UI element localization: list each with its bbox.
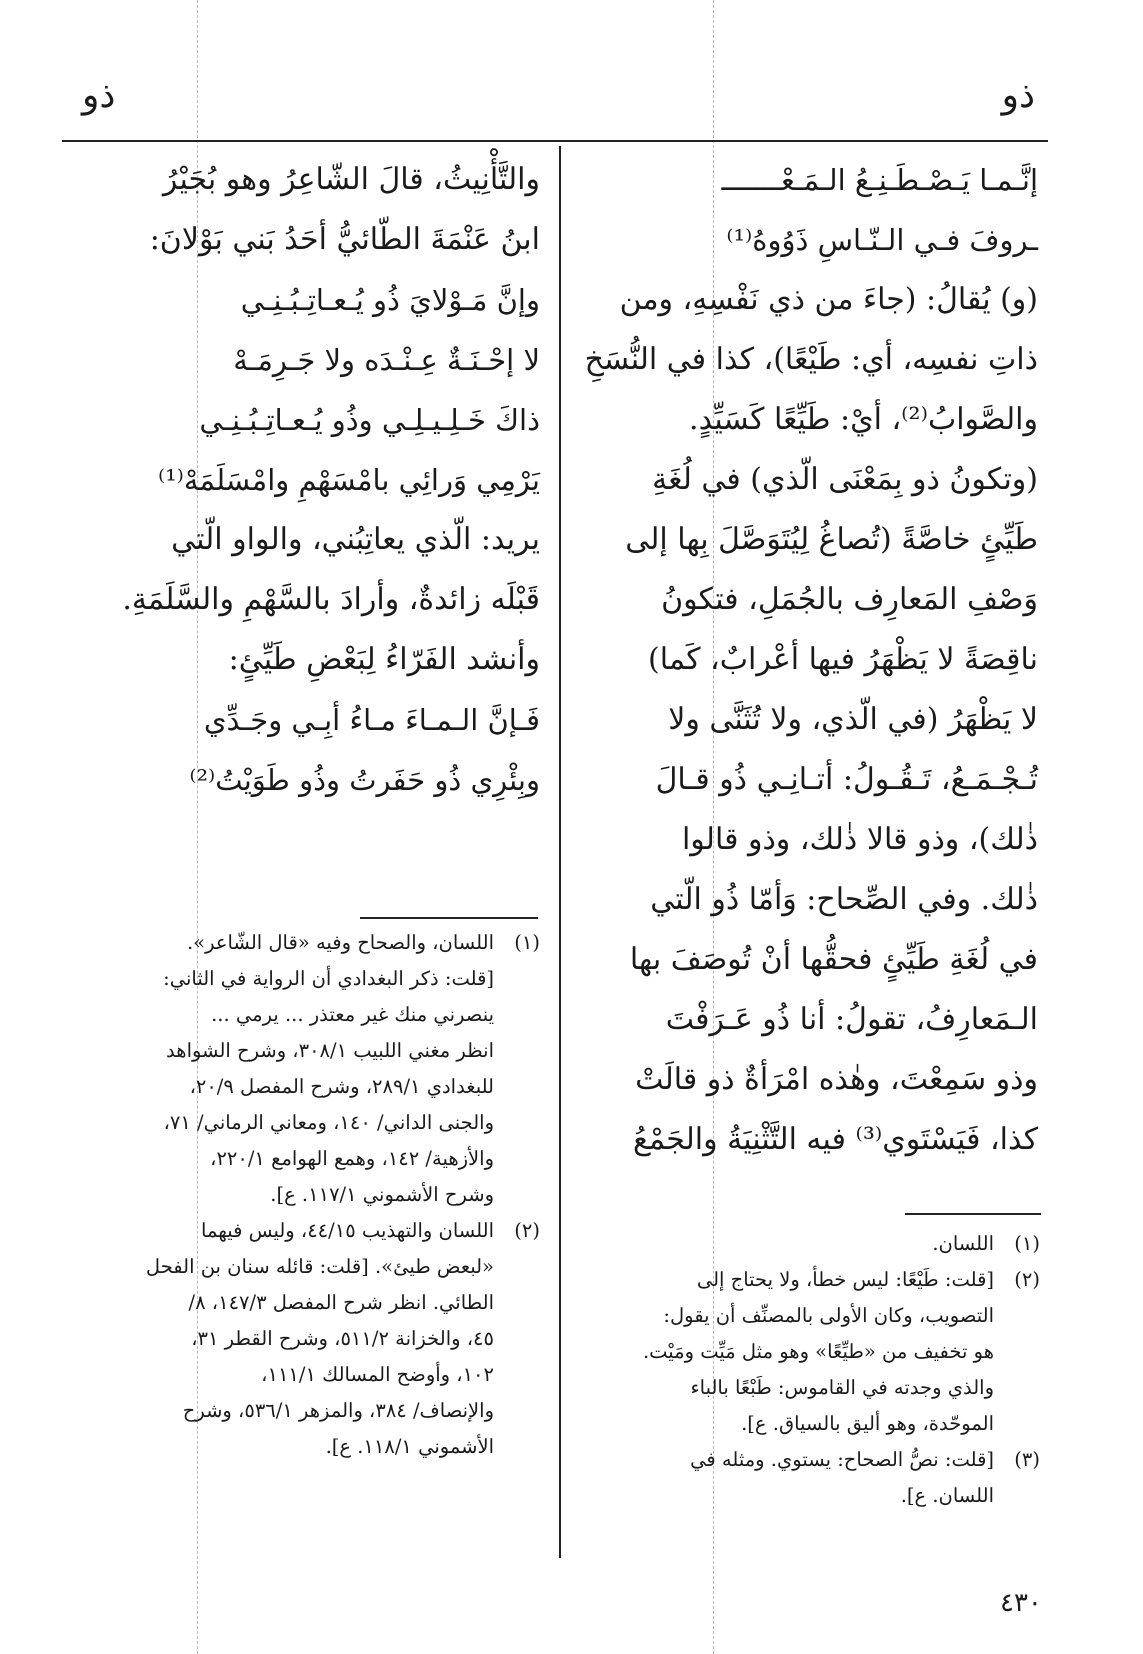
text-line: والصَّوابُ⁽²⁾، أيْ: طَيِّعًا كَسَيِّدٍ.	[689, 402, 1038, 437]
footnote-line: هو تخفيف من «طيِّعًا» وهو مثل مَيِّت ومَيْت.	[642, 1340, 994, 1363]
footnote-line: اللسان.	[932, 1232, 994, 1255]
text-line: وذو سَمِعْتَ، وهٰذه امْرَأةٌ ذو قالَتْ	[635, 1062, 1038, 1097]
footnote-line: اللسان. ع].	[900, 1484, 994, 1507]
text-line: قَبْلَه زائدةٌ، وأرادَ بالسَّهْمِ والسَّلَمَةِ.	[122, 582, 540, 617]
text-line: ذٰلك)، وذو قالا ذٰلك، وذو قالوا	[681, 822, 1038, 857]
footnote-line: [قلت: نصُّ الصحاح: يستوي. ومثله في	[690, 1448, 994, 1471]
footnote-number: (١)	[1014, 1232, 1040, 1255]
verse-line: وإنَّ مَـوْلايَ ذُو يُـعـاتِـبُـنِـي	[240, 283, 540, 317]
footnote-item	[585, 1262, 1040, 1442]
footnote-line: ٤٥، والخزانة ٥١١/٢، وشرح القطر ٣١،	[191, 1327, 494, 1350]
text-line: الـمَعارِفُ، تقولُ: أنا ذُو عَـرَفْتَ	[665, 1002, 1038, 1037]
footnote-item	[80, 1213, 540, 1465]
running-header-left: ذو	[82, 75, 116, 116]
text-line: ـروفَ فـي الـنّـاسِ ذَوُوهُ⁽¹⁾	[726, 223, 1038, 257]
footnote-line: التصويب، وكان الأولى بالمصنِّف أن يقول:	[663, 1304, 994, 1327]
footnote-line: والإنصاف/ ٣٨٤، والمزهر ٥٣٦/١، وشرح	[182, 1399, 494, 1422]
footnote-line: ١٠٢، وأوضح المسالك ١١١/١،	[261, 1363, 494, 1386]
footnote-rule-right	[905, 1213, 1041, 1215]
text-line: ذٰلك. وفي الصِّحاح: وَأمّا ذُو الّتي	[650, 882, 1038, 917]
footnotes-left	[80, 925, 540, 1465]
text-line: وَصْفِ المَعارِف بالجُمَلِ، فتكونُ	[661, 582, 1038, 617]
running-header-right: ذو	[1001, 75, 1035, 116]
footnote-item	[585, 1226, 1040, 1262]
footnote-line: [قلت: طَيْعًا: ليس خطأ، ولا يحتاج إلى	[696, 1268, 994, 1291]
verse-line: وبِئْرِي ذُو حَفَرتُ وذُو طَوَيْتُ⁽²⁾	[189, 763, 540, 797]
footnote-number: (١)	[514, 931, 540, 954]
footnote-line: ينصرني منك غير معتذر ... يرمي ...	[211, 1003, 494, 1026]
column-divider	[559, 146, 561, 1558]
footnotes-right	[585, 1226, 1040, 1514]
footnote-line: [قلت: ذكر البغدادي أن الرواية في الثاني:	[163, 967, 494, 990]
verse-line: لا إحْـنَـةٌ عِـنْـدَه ولا جَـرِمَـهْ	[233, 343, 540, 377]
text-line: تُـجْـمَـعُ، تَـقُـولُ: أتـانِـي ذُو قـالَ	[655, 762, 1038, 797]
text-line: (وتكونُ ذو بِمَعْنَى الّذي) في لُغَةِ	[652, 462, 1038, 497]
footnote-line: والذي وجدته في القاموس: طَبْعًا بالباء	[690, 1376, 994, 1399]
header-rule	[62, 140, 1048, 142]
footnote-line: اللسان والتهذيب ٤٤/١٥، وليس فيهما	[201, 1219, 494, 1242]
verse-line: ذاكَ خَـلِـيـلِـي وذُو يُـعـاتِـبُـنِـي	[199, 403, 540, 437]
text-line: والتَّأْنِيثُ، قالَ الشّاعِرُ وهو بُجَيْرُ	[162, 162, 540, 197]
footnote-line: الطائي. انظر شرح المفصل ١٤٧/٣، ٨/	[188, 1291, 494, 1314]
footnote-number: (٣)	[1014, 1448, 1040, 1471]
footnote-line: للبغدادي ٢٨٩/١، وشرح المفصل ٢٠/٩،	[189, 1075, 494, 1098]
left-column-text	[80, 150, 540, 810]
footnote-line: وشرح الأشموني ١١٧/١. ع].	[270, 1183, 494, 1206]
text-line: إنَّـمـا يَـصْـطَـنِـعُ الـمَـعْـــــــ	[721, 163, 1038, 197]
text-line: كذا، فَيَسْتَوي⁽³⁾ فيه التَّثْنِيَةُ والجَمْعُ	[632, 1122, 1038, 1157]
text-line: يريد: الّذي يعاتِبُني، والواو الّتي	[171, 522, 540, 557]
text-line: طَيِّئٍ خاصَّةً (تُصاغُ لِيُتَوَصَّلَ بِها إلى	[625, 522, 1038, 557]
footnote-line: اللسان، والصحاح وفيه «قال الشّاعر».	[186, 931, 494, 954]
text-line: (و) يُقالُ: (جاءَ من ذي نَفْسِهِ، ومن	[619, 282, 1038, 317]
footnote-line: والأزهية/ ١٤٢، وهمع الهوامع ٢٢٠/١،	[210, 1147, 494, 1170]
right-column-text	[585, 150, 1038, 1170]
footnote-item	[585, 1442, 1040, 1514]
footnote-number: (٢)	[1014, 1268, 1040, 1291]
footnote-item	[80, 925, 540, 1213]
footnote-number: (٢)	[514, 1219, 540, 1242]
page-number: ٤٣٠	[1000, 1588, 1042, 1618]
text-line: ابنُ عَنْمَةَ الطّائيُّ أحَدُ بَني بَوْلانَ:	[149, 222, 540, 257]
text-line: في لُغَةِ طَيِّئٍ فحقُّها أنْ تُوصَفَ بها	[629, 942, 1038, 977]
footnote-line: الأشموني ١١٨/١. ع].	[325, 1435, 494, 1458]
text-line: ناقِصَةً لا يَظْهَرُ فيها أعْرابٌ، كَما)	[648, 642, 1038, 677]
text-line: لا يَظْهَرُ (في الّذي، ولا تُثَنَّى ولا	[668, 702, 1038, 737]
footnote-line: والجنى الداني/ ١٤٠، ومعاني الرماني/ ٧١،	[163, 1111, 494, 1134]
footnote-rule-left	[360, 917, 538, 919]
footnote-line: «لبعض طيئ». [قلت: قائله سنان بن الفحل	[145, 1255, 494, 1278]
text-line: ذاتِ نفسِه، أي: طَيْعًا)، كذا في النُّسَخِ	[584, 342, 1038, 377]
footnote-line: الموحّدة، وهو أليق بالسياق. ع].	[741, 1412, 994, 1435]
verse-line: فَـإنَّ الـمـاءَ مـاءُ أبِـي وجَـدِّي	[203, 703, 540, 737]
verse-line: يَرْمِي وَرائِي بامْسَهْمِ وامْسَلَمَهْ⁽¹⁾	[158, 463, 540, 497]
text-line: وأنشد الفَرّاءُ لِبَعْضِ طَيِّئٍ:	[228, 642, 540, 677]
footnote-line: انظر مغني اللبيب ٣٠٨/١، وشرح الشواهد	[166, 1039, 494, 1062]
